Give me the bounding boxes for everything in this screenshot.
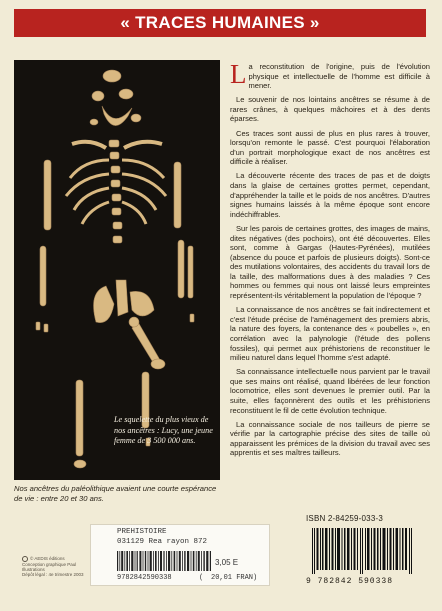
isbn-label: ISBN 2-84259-033-3: [306, 514, 383, 523]
sticker-barcode: [117, 551, 212, 571]
forearm-right: [178, 240, 184, 298]
vertebra: [111, 180, 120, 187]
clavicle: [72, 142, 106, 148]
publisher-info: [22, 556, 92, 578]
skull-fragment: [90, 119, 98, 125]
publisher-line: Illustrations: [22, 567, 45, 573]
banner-title: « TRACES HUMAINES »: [120, 13, 320, 32]
humerus-right: [174, 162, 181, 228]
publisher-name: © AEDIS éditions: [30, 556, 65, 562]
vertebra: [111, 166, 120, 173]
skull-fragment: [119, 89, 133, 99]
vertebra: [112, 194, 121, 201]
pelvis-right: [130, 291, 154, 316]
hand-bone: [190, 314, 194, 322]
publisher-line: Conception graphique Paul: [22, 562, 77, 567]
price-sticker: [90, 524, 270, 586]
clavicle: [124, 142, 162, 148]
rib: [122, 174, 166, 196]
paragraph: Sa connaissance intellectuelle nous parvient par le travail que ses mains ont réalisé, quand libérées de leur fonction locomotrice, elles sont devenues le premier outil. Par la suite, elles façonnèrent des outils et les préhistoriens reconstituent le fil de cette évolution technique.: [230, 367, 430, 415]
ankle-bone: [74, 460, 86, 468]
skeleton-photo: [14, 60, 220, 480]
rib: [122, 188, 156, 210]
paragraph: Ces traces sont aussi de plus en plus rares à trouver, lorsqu'on remonte le passé. C'est pourquoi l'élaboration d'un portrait morphologique exact de nos ancêtres est difficile à réaliser.: [230, 128, 430, 167]
drop-cap: L: [230, 59, 247, 89]
paragraph: Sur les parois de certaines grottes, des images de mains, dites négatives (des pochoirs), ont été découvertes. Elles sont, comme à Gargas (Hautes-Pyrénées), mutilées (absence du pouce et parfois de plusieurs doigts). Sont-ce des mutilations volontaires, des accidents du travail lors de la taille, des malformations dues à des maladies ? Ces hommes ou femmes qui nous ont laissé leurs empreintes représentent-ils véritablement la population de l'époque ?: [230, 223, 430, 301]
photo-caption: Le squelette du plus vieux de nos ancêtres : Lucy, une jeune femme de 3 500 000 ans.: [114, 415, 213, 445]
skull-fragment: [131, 114, 141, 122]
isbn-barcode: [312, 528, 412, 574]
forearm-left: [40, 246, 46, 306]
rib: [82, 202, 109, 224]
sticker-price-fran: 20,01 FRAN): [211, 574, 258, 582]
sacrum: [116, 280, 128, 316]
paragraph: La découverte récente des traces de pas et de doigts dans la glaise de certaines grottes permet, cependant, d'appréhender la taille et le poids de nos ancêtres. D'autres signes humains laissés à la même époque sont encore indéchiffrables.: [230, 171, 430, 219]
paragraph: La reconstitution de l'origine, puis de l'évolution physique et intellectuelle de l'homme est difficile à mener.: [230, 59, 430, 91]
rib: [122, 202, 146, 224]
paragraph: La connaissance sociale de nos tailleurs de pierre se vérifie par la cartographie précise des sites de taille où apparaissent les prémices de la division du travail avec ses apprentis et ses maîtres tailleurs.: [230, 419, 430, 458]
hand-bone: [36, 322, 40, 330]
pelvis-left: [94, 286, 114, 323]
humerus-left: [44, 160, 51, 230]
femur: [132, 322, 160, 364]
title-banner: [14, 9, 426, 37]
skull-fragment: [92, 91, 104, 101]
jaw-bone: [102, 106, 132, 126]
hand-bone: [44, 324, 48, 332]
sticker-barcode-digits: 9782842590338: [117, 574, 172, 582]
sticker-category: PREHISTOIRE: [117, 528, 167, 536]
sticker-bracket: (: [199, 574, 204, 582]
rib: [74, 188, 109, 210]
publisher-line: Dépôt légal : 4e trimestre 2003: [22, 572, 84, 578]
body-text: [230, 59, 430, 463]
vertebra: [109, 140, 119, 147]
paragraph: La connaissance de nos ancêtres se fait indirectement et c'est l'étude précise de l'aménagement des premiers abris, la nature des foyers, la contenance des « poubelles », en corrélation avec la palynologie (l'étude des pollens fossiles), qui permet aux préhistoriens de reconstituer le milieu naturel dans lequel l'homme s'est adapté.: [230, 305, 430, 363]
image-footnote: Nos ancêtres du paléolithique avaient une courte espérance de vie : entre 20 et 30 ans.: [14, 484, 217, 503]
vertebra: [113, 222, 122, 229]
sticker-code: 031129 Rea rayon 872: [117, 538, 208, 546]
isbn-digits: 9 782842 590338: [306, 577, 394, 586]
sticker-price-eur: 3,05 E: [215, 558, 239, 567]
femur-head: [129, 317, 139, 327]
vertebra: [112, 208, 121, 215]
skull-fragment: [103, 70, 121, 82]
vertebra: [113, 236, 122, 243]
knee: [151, 359, 165, 369]
forearm-right: [188, 246, 193, 298]
tibia: [76, 380, 83, 456]
vertebra: [110, 152, 119, 159]
paragraph: Le souvenir de nos lointains ancêtres se résume à de rares crânes, à quelques mâchoires et à des dents éparses.: [230, 95, 430, 124]
